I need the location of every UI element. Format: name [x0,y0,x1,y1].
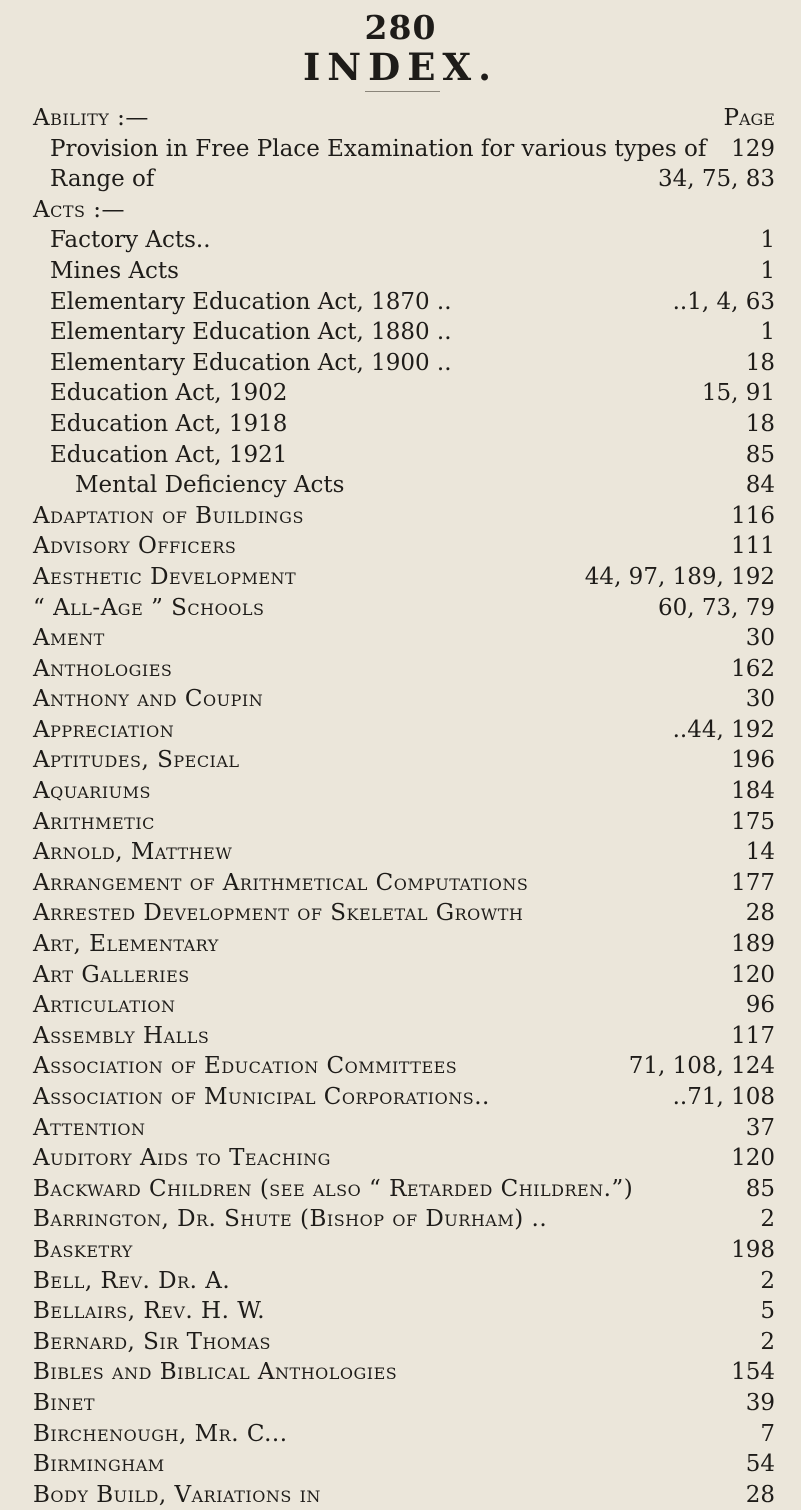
index-entry [0,164,801,195]
index-entry [0,1235,801,1266]
entry-label: Binet [33,1389,96,1416]
entry-label: Acts :— [33,196,126,223]
entry-pages: 84 [745,472,775,499]
entry-pages: 85 [745,1175,775,1202]
index-entries [0,103,801,1510]
index-entry [0,378,801,409]
index-title: INDEX. [302,45,498,89]
entry-label: Appreciation [33,716,175,743]
entry-label: Bernard, Sir Thomas [33,1328,271,1355]
index-entry [0,1296,801,1327]
entry-pages: 2 [760,1267,775,1294]
entry-pages: 2 [760,1328,775,1355]
index-entry [0,1021,801,1052]
entry-label: Advisory Officers [33,533,237,560]
entry-label: Aptitudes, Special [33,747,240,774]
index-entry [0,593,801,624]
entry-label: Basketry [33,1236,133,1263]
entry-label: Factory Acts.. [50,227,211,254]
index-entry [0,317,801,348]
entry-pages: 196 [731,747,775,774]
entry-label: Bellairs, Rev. H. W. [33,1298,266,1325]
entry-pages: 28 [745,1481,775,1508]
entry-pages: 14 [745,839,775,866]
entry-label: Mental Deficiency Acts [75,472,345,499]
entry-pages: 37 [745,1114,775,1141]
entry-pages: ..71, 108 [672,1084,775,1110]
entry-label: Arrested Development of Skeletal Growth [33,900,524,927]
entry-label: Mines Acts [50,257,179,284]
entry-pages: 1 [760,227,775,254]
index-entry [0,1082,801,1113]
index-entry [0,1419,801,1450]
index-entry [0,1113,801,1144]
index-entry [0,1357,801,1388]
entry-label: Range of [50,166,155,193]
entry-pages: 5 [760,1298,775,1325]
entry-label: Auditory Aids to Teaching [33,1145,331,1172]
entry-pages: 39 [745,1389,775,1416]
entry-label: Provision in Free Place Examination for various types of [50,135,707,162]
index-entry [0,134,801,165]
entry-label: Assembly Halls [33,1022,210,1049]
page-column-heading: Page [723,105,775,131]
entry-pages: 120 [731,961,775,988]
entry-pages: 15, 91 [701,380,775,407]
index-entry [0,776,801,807]
index-entry [0,103,801,134]
index-entry [0,807,801,838]
entry-pages: 7 [760,1420,775,1447]
entry-pages: 30 [745,686,775,713]
index-entry [0,1051,801,1082]
entry-label: Arnold, Matthew [33,839,233,866]
entry-label: Aesthetic Development [33,563,297,590]
entry-label: Art, Elementary [33,931,219,958]
entry-label: Barrington, Dr. Shute (Bishop of Durham) .. [33,1206,548,1233]
index-entry [0,837,801,868]
entry-pages: 162 [731,655,775,682]
entry-label: Bell, Rev. Dr. A. [33,1267,231,1294]
entry-pages: 1 [760,319,775,346]
index-entry [0,348,801,379]
entry-label: Attention [33,1114,146,1141]
entry-pages: 177 [731,869,775,896]
entry-pages: 60, 73, 79 [657,594,775,621]
entry-label: Elementary Education Act, 1870 .. [50,288,452,315]
entry-label: Education Act, 1921 [50,441,288,468]
index-entry [0,623,801,654]
index-entry [0,409,801,440]
entry-pages: 34, 75, 83 [657,166,775,193]
index-entry [0,1266,801,1297]
entry-pages: 30 [745,625,775,652]
index-entry [0,256,801,287]
entry-pages: 54 [745,1451,775,1478]
index-entry [0,470,801,501]
entry-label: Ability :— [33,105,149,131]
index-entry [0,562,801,593]
entry-label: Birchenough, Mr. C... [33,1420,288,1447]
entry-label: Arithmetic [33,808,155,835]
entry-pages: 116 [731,502,775,529]
entry-pages: 2 [760,1206,775,1233]
entry-label: Birmingham [33,1451,165,1478]
entry-label: “ All-Age ” Schools [33,594,265,621]
entry-pages: 1 [760,257,775,284]
title-rule [365,91,440,92]
entry-pages: ..44, 192 [672,716,775,743]
entry-label: Elementary Education Act, 1880 .. [50,319,452,346]
index-entry [0,440,801,471]
index-entry [0,1327,801,1358]
index-entry [0,1174,801,1205]
index-entry [0,960,801,991]
index-entry [0,684,801,715]
entry-pages: 184 [731,778,775,805]
entry-label: Education Act, 1902 [50,380,288,407]
index-entry [0,501,801,532]
index-entry [0,1388,801,1419]
index-entry [0,990,801,1021]
entry-pages: 71, 108, 124 [628,1053,775,1080]
entry-label: Backward Children (see also “ Retarded Children.”) [33,1175,634,1202]
entry-pages: 189 [731,931,775,958]
page-number: 280 [364,8,437,47]
entry-pages: 154 [731,1359,775,1386]
index-entry [0,898,801,929]
index-entry [0,195,801,226]
index-entry [0,225,801,256]
entry-label: Aquariums [33,778,151,805]
entry-label: Adaptation of Buildings [33,502,304,529]
entry-label: Body Build, Variations in [33,1481,321,1508]
index-entry [0,1449,801,1480]
entry-pages: 44, 97, 189, 192 [584,563,775,590]
index-entry [0,715,801,746]
entry-pages: 18 [745,349,775,376]
entry-label: Association of Education Committees [33,1053,458,1080]
index-entry [0,745,801,776]
entry-pages: 111 [731,533,775,560]
entry-label: Education Act, 1918 [50,410,288,437]
entry-label: Articulation [33,992,176,1019]
entry-pages: 85 [745,441,775,468]
entry-label: Association of Municipal Corporations.. [33,1084,490,1110]
entry-pages: 129 [731,135,775,162]
index-entry [0,1480,801,1510]
index-entry [0,1143,801,1174]
entry-label: Art Galleries [33,961,190,988]
entry-pages: ..1, 4, 63 [672,288,775,315]
entry-label: Arrangement of Arithmetical Computations [33,869,529,896]
entry-pages: 117 [731,1022,775,1049]
entry-label: Anthony and Coupin [33,686,264,713]
index-entry [0,868,801,899]
entry-label: Bibles and Biblical Anthologies [33,1359,398,1386]
entry-pages: 18 [745,410,775,437]
index-entry [0,654,801,685]
index-entry [0,531,801,562]
entry-label: Ament [33,625,105,652]
entry-pages: 28 [745,900,775,927]
index-entry [0,929,801,960]
index-entry [0,1204,801,1235]
entry-pages: 120 [731,1145,775,1172]
entry-pages: 175 [731,808,775,835]
entry-pages: 198 [731,1236,775,1263]
entry-label: Anthologies [33,655,173,682]
entry-label: Elementary Education Act, 1900 .. [50,349,452,376]
entry-pages: 96 [745,992,775,1019]
index-entry [0,287,801,318]
